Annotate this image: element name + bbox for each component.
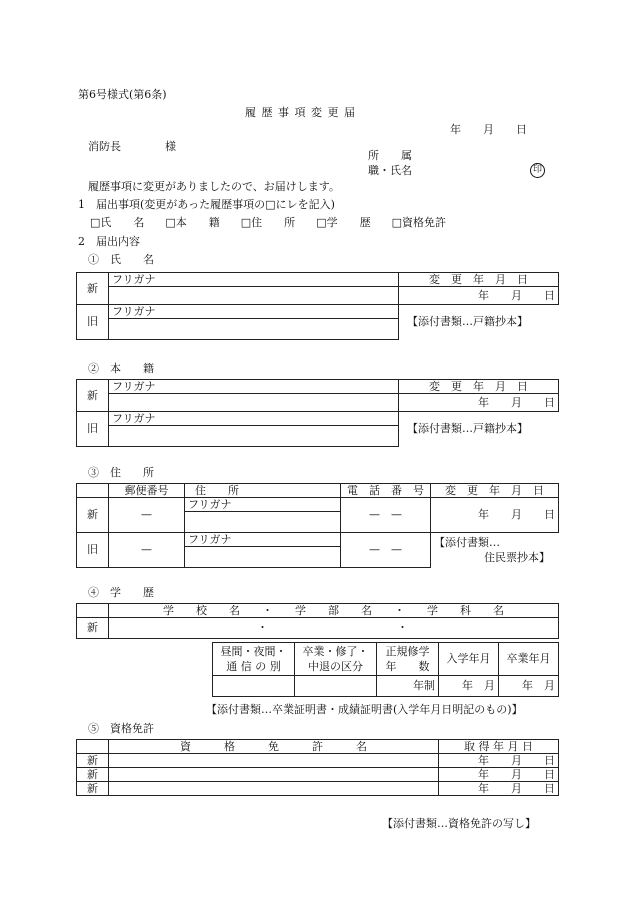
new-postal-field[interactable]: — [109,498,185,533]
old-phone-field[interactable]: — — [341,533,431,568]
address-block-heading: ③ 住 所 [88,466,154,479]
change-date-header: 変 更 年 月 日 [399,273,559,287]
affiliation-label: 所 属 [368,149,412,162]
new-change-date[interactable]: 年 月 日 [399,287,559,305]
license-block-heading: ⑤ 資格免許 [88,722,154,735]
old-label: 旧 [77,412,109,447]
option-honseki[interactable]: □本 籍 [165,216,220,229]
seal-mark: 印 [530,163,545,178]
education-header: 学 校 名 ・ 学 部 名 ・ 学 科 名 [109,604,559,618]
postal-header: 郵便番号 [109,484,185,498]
day-night-field[interactable] [213,676,295,697]
graduation-header-1: 卒業・修了・ [302,645,369,658]
new-change-date[interactable]: 年 月 日 [431,498,559,533]
date-line: 年 月 日 [450,123,527,136]
education-detail-table [212,642,559,697]
furigana-label: フリガナ [185,498,341,512]
option-license[interactable]: □資格免許 [391,216,446,229]
license-name-field[interactable] [109,782,439,796]
furigana-label: フリガナ [109,380,399,394]
license-name-field[interactable] [109,768,439,782]
old-honseki-field[interactable] [109,426,399,447]
license-name-field[interactable] [109,754,439,768]
acquired-date-field[interactable]: 年 月 日 [439,782,559,796]
section1-heading: 1 届出事項(変更があった履歴事項の□にレを記入) [78,198,335,211]
new-label: 新 [77,498,109,533]
education-table [76,603,559,639]
section2-heading: 2 届出内容 [78,235,140,248]
graduation-ym-field[interactable]: 年 月 [499,676,559,697]
dot-separator: ・ [397,621,408,634]
graduation-header-2: 中退の区分 [308,660,363,673]
furigana-label: フリガナ [109,412,399,426]
honseki-attach: 【添付書類…戸籍抄本】 [407,422,528,436]
section1-options [90,214,446,230]
graduation-type-field[interactable] [295,676,377,697]
old-label: 旧 [77,533,109,568]
address-header: 住 所 [185,484,341,498]
entry-ym-field[interactable]: 年 月 [439,676,499,697]
education-attach: 【添付書類…卒業証明書・成績証明書(入学年月日明記のもの)】 [206,703,523,716]
old-name-field[interactable] [109,319,399,340]
years-header-2: 年 数 [385,660,430,673]
day-night-header-1: 昼間・夜間・ [220,645,287,658]
day-night-header-2: 通 信 の 別 [226,660,281,673]
change-date-header: 変 更 年 月 日 [431,484,559,498]
new-honseki-field[interactable] [109,394,399,412]
address-attach-line2: 住民票抄本】 [484,551,550,565]
option-education[interactable]: □学 歴 [316,216,371,229]
form-number: 第6号様式(第6条) [78,88,167,101]
furigana-label: フリガナ [109,305,399,319]
name-block-heading: ① 氏 名 [88,253,154,266]
acquired-date-field[interactable]: 年 月 日 [439,768,559,782]
option-name[interactable]: □氏 名 [90,216,145,229]
old-postal-field[interactable]: — [109,533,185,568]
license-name-header: 資 格 免 許 名 [109,740,439,754]
change-date-header: 変 更 年 月 日 [399,380,559,394]
phone-header: 電 話 番 号 [341,484,431,498]
address-attach-line1: 【添付書類… [434,536,500,550]
new-phone-field[interactable]: — — [341,498,431,533]
old-label: 旧 [77,305,109,340]
graduation-ym-header: 卒業年月 [499,643,559,676]
furigana-label: フリガナ [109,273,399,287]
new-label: 新 [77,618,109,639]
new-label: 新 [77,380,109,412]
address-table [76,483,559,568]
name-attach: 【添付書類…戸籍抄本】 [407,315,528,329]
old-address-field[interactable] [185,547,341,568]
option-address[interactable]: □住 所 [240,216,296,229]
education-field[interactable] [109,618,559,639]
entry-ym-header: 入学年月 [439,643,499,676]
new-change-date[interactable]: 年 月 日 [399,394,559,412]
new-label: 新 [77,754,109,768]
page-title: 履 歴 事 項 変 更 届 [245,106,356,119]
years-field[interactable]: 年制 [377,676,439,697]
new-label: 新 [77,768,109,782]
new-label: 新 [77,273,109,305]
new-name-field[interactable] [109,287,399,305]
addressee: 消防長 様 [88,140,176,153]
intro-text: 履歴事項に変更がありましたので、お届けします。 [88,180,340,193]
license-table [76,739,559,796]
education-block-heading: ④ 学 歴 [88,586,154,599]
name-table [76,272,559,340]
new-address-field[interactable] [185,512,341,533]
dot-separator: ・ [257,621,268,634]
years-header-1: 正規修学 [385,645,430,658]
acquired-date-field[interactable]: 年 月 日 [439,754,559,768]
new-label: 新 [77,782,109,796]
honseki-table [76,379,559,447]
acquired-date-header: 取 得 年 月 日 [439,740,559,754]
furigana-label: フリガナ [185,533,341,547]
license-attach: 【添付書類…資格免許の写し】 [382,817,536,830]
honseki-block-heading: ② 本 籍 [88,362,154,375]
name-label: 職・氏名 [368,164,412,177]
